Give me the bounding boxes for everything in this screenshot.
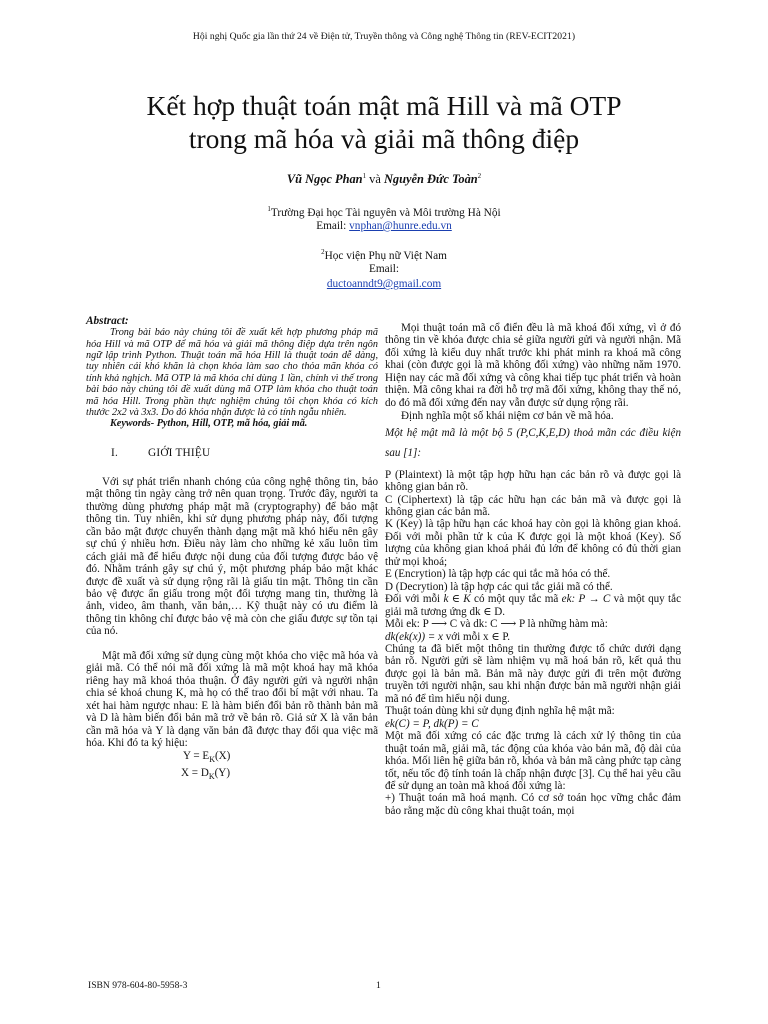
plaintext-paragraph: Chúng ta đã biết một thông tin thường được tổ chức dưới dạng bản rõ. Người gửi sẽ làm nhiệm vụ mã hoá bản rõ, kết quả thu được gọi là bản mã. Bản mã này được gửi đi trên một đường truyền tới người nhận, sau khi nhận được bản mã người nhận giải mã nó để tìm hiểu nội dung. (385, 642, 681, 705)
title-line-1: Kết hợp thuật toán mật mã Hill và mã OTP (146, 90, 622, 121)
isbn: ISBN 978-604-80-5958-3 (88, 980, 188, 991)
rules-text-1: Đối với mỗi (385, 593, 444, 606)
equation-decrypt-lhs: X = D (181, 767, 209, 780)
identity-math: dk(ek(x)) = x (385, 630, 443, 643)
equation-encrypt (86, 750, 378, 767)
symmetric-characteristics: Một mã đối xứng có các đặc trưng là cách xử lý thông tin của thuật toán mã, giải mã, tác động của khóa vào bản mã, độ dài của khóa. Mối liên hệ giữa bản rõ, khóa và bản mã càng phức tạp càng tốt, nếu tốc độ tính toán là chấp nhận được [3]. Cụ thể hai yêu cầu để sử dụng an toàn mã khoá đối xứng là: (385, 730, 681, 792)
symmetric-paragraph: Mọi thuật toán mã cổ điển đều là mã khoá đối xứng, vì ở đó thông tin về khóa được chia sẻ giữa người gửi và người nhận. Mã đối xứng là kiểu duy nhất trước khi phát minh ra khoá mã công khai (còn được gọi là mã không đối xứng) vào những năm 1970. Hiện nay các mã đối xứng và công khai tiếp tục phát triển và hoàn thiện. Mã công khai ra đời hỗ trợ mã đối xứng, không thay thế nó, do đó mã đối xứng đến nay vẫn được sử dụng rộng rãi. (385, 322, 681, 409)
page-number: 1 (376, 980, 381, 991)
rules-math-2: ek: P → C (561, 593, 611, 606)
abstract-text: Trong bài báo này chúng tôi đề xuất kết hợp phương pháp mã hóa Hill và mã OTP để mã hóa và giải mã thông điệp dựa trên ngôn ngữ lập trình Python. Thuật toán mã hóa Hill là thuật toán dễ dàng, tuy nhiên cái khó khăn là chọn khóa làm sao cho thỏa mãn khóa có tính khả nghịch. Mã OTP là mã khóa chỉ dùng 1 lần, chính vì thế trong bài báo này chúng tôi đề xuất dùng mã OTP làm khóa cho thuật toán mã hóa Hill. Trong phần thực nghiệm chúng tôi chọn khóa có kích thước 2x2 và 3x3. Do đó khóa nhận được là có tính ngẫu nhiên. (86, 327, 378, 418)
equation-decrypt-arg: (Y) (214, 767, 231, 780)
affiliation-2 (0, 246, 768, 291)
equation-encrypt-arg: (X) (214, 750, 231, 763)
author-1: Vũ Ngọc Phan (286, 172, 363, 187)
section-number: I. (111, 446, 118, 459)
affiliation-1-sup: 1 (267, 205, 271, 213)
intro-paragraph-1: Với sự phát triển nhanh chóng của công nghệ thông tin, bảo mật thông tin ngày càng trở nên quan trọng. Trước đây, người ta thường dùng phương pháp mật mã (cryptography) để bảo mật thông tin. Tuy nhiên, khi sử dụng phương pháp này, đối tượng cần bảo mật được chuyển thành dạng mật mã khó hiểu nên gây sự chú ý nhiều hơn. Điều này làm cho những kẻ xấu luôn tìm cách giải mã để hiểu được nội dung của đối tượng được bảo vệ đó. Nhằm tránh gây sự chú ý, một phương pháp bảo mật khác được đề xuất và sử dụng rộng rãi là giấu tin mật. Thông tin cần bảo vệ được ẩn giấu trong một đối tượng mang tin, thường là ảnh, video, âm thanh, văn bản,… Kỹ thuật này có ưu điểm là thông tin không chỉ được bảo vệ mà còn che giấu được sự tồn tại của nó. (86, 475, 378, 638)
title-line-2: trong mã hóa và giải mã thông điệp (188, 123, 580, 154)
affiliation-1-email-label: Email: (316, 219, 350, 232)
definition-rules (385, 593, 681, 618)
affiliation-1-email-link[interactable]: vnphan@hunre.edu.vn (349, 219, 452, 232)
affiliation-1-name: Trường Đại học Tài nguyên và Môi trường Hà Nội (270, 206, 501, 219)
definition-encryption: E (Encrytion) là tập hợp các qui tắc mã hóa có thể. (385, 568, 611, 581)
affiliation-2-name: Học viện Phụ nữ Việt Nam (324, 249, 447, 262)
section-title: GIỚI THIỆU (148, 446, 211, 459)
abstract-heading: Abstract: (86, 315, 129, 327)
author-2-sup: 2 (477, 172, 482, 180)
affiliation-2-email-link[interactable]: ductoanndt9@gmail.com (326, 278, 442, 291)
right-column (385, 322, 681, 817)
paper-title (60, 89, 708, 155)
author-and: và (366, 172, 384, 187)
left-column (86, 315, 378, 784)
author-2: Nguyễn Đức Toàn (383, 172, 478, 187)
definitions-intro: Định nghĩa một số khái niệm cơ bản về mã hóa. (401, 410, 614, 423)
definition-identity (385, 631, 681, 643)
definition-key: K (Key) là tập hữu hạn các khoá hay còn gọi là không gian khoá. Đối với mỗi phần tử k của K được gọi là một khoá (Key). Số lượng của không gian khoá phải đủ lớn để không có đủ thời gian thử mọi khoá; (385, 518, 681, 568)
rules-math-1: k ∈ K (443, 593, 471, 606)
affiliation-2-sup: 2 (321, 248, 325, 256)
requirement-1: +) Thuật toán mã hoá mạnh. Có cơ sở toán học vững chắc đảm bảo rằng mặc dù công khai thuật toán, mọi (385, 792, 681, 817)
conference-header: Hội nghị Quốc gia lần thứ 24 về Điện tử, Truyền thông và Công nghệ Thông tin (REV-ECIT2021) (192, 31, 576, 42)
algorithm-usage: Thuật toán dùng khi sử dụng định nghĩa hệ mật mã: (385, 705, 615, 718)
definition-plaintext: P (Plaintext) là một tập hợp hữu hạn các bản rõ và được gọi là không gian bản rõ. (385, 468, 681, 494)
intro-paragraph-2: Mật mã đối xứng sử dụng cùng một khóa cho việc mã hóa và giải mã. Có thể nói mã đối xứng là mã một khoá hay mã khóa riêng hay mã khoá thỏa thuận. Ở đây người gửi và người nhận chia sẻ khoá chung K, mà họ có thể trao đổi bí mật với nhau. Ta xét hai hàm ngược nhau: E là hàm biến đổi bản rõ thành bản mã và D là hàm biến đổi bản mã trở về bản rõ. Giả sử X là văn bản cần mã hóa và Y là dạng văn bản đã được thay đổi qua việc mã hóa. Khi đó ta ký hiệu: (86, 649, 378, 750)
rules-text-3: và một quy tắc giải mã tương ứng dk ∈ D. (385, 593, 681, 618)
definition-ciphertext: C (Ciphertext) là tập các hữu hạn các bản mã và được gọi là không gian các bản mã. (385, 493, 681, 518)
author-1-sup: 1 (362, 172, 367, 180)
affiliation-1 (0, 203, 768, 233)
equation-encrypt-lhs: Y = E (183, 750, 210, 763)
algorithm-equation: ek(C) = P, dk(P) = C (385, 717, 479, 730)
section-heading-intro (111, 447, 378, 459)
rules-text-2: có một quy tắc mã (470, 593, 562, 606)
equation-decrypt-sub: K (208, 772, 215, 782)
affiliation-2-email-label: Email: (368, 262, 400, 275)
definition-decryption: D (Decrytion) là tập hợp các qui tắc giải mã có thể. (385, 580, 613, 593)
equation-decrypt (86, 767, 378, 784)
cryptosystem-definition: Một hệ mật mã là một bộ 5 (P,C,K,E,D) thoả mãn các điều kiện sau [1]: (385, 426, 681, 459)
author-list (0, 172, 768, 187)
identity-text: với mỗi x ∈ P. (442, 630, 511, 643)
keywords: Keywords- Python, Hill, OTP, mã hóa, giải mã. (110, 418, 308, 430)
equation-encrypt-sub: K (209, 755, 215, 765)
definition-functions: Mỗi ek: P ⟶ C và dk: C ⟶ P là những hàm mà: (385, 618, 608, 631)
